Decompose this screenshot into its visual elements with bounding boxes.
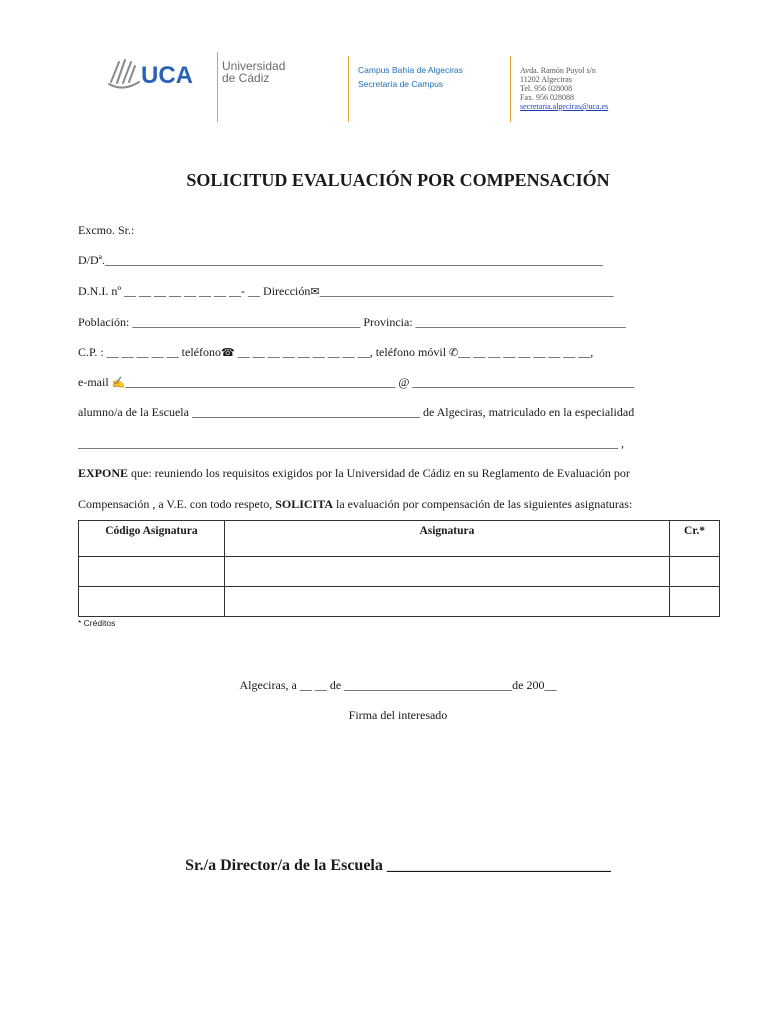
header-divider-2 <box>348 56 349 122</box>
mobile-field[interactable]: __ __ __ __ __ __ __ __ __, <box>458 345 594 359</box>
dni-field[interactable]: D.N.I. nº __ __ __ __ __ __ __ __- __ Dirección <box>78 284 311 298</box>
expone-label: EXPONE <box>78 466 129 480</box>
email-hand-icon: ✍ <box>111 377 126 389</box>
cell-asignatura[interactable] <box>224 557 669 587</box>
campus-info: Campus Bahía de Algeciras Secretaría de Campus <box>358 65 463 89</box>
cp-phone-line <box>78 345 593 360</box>
university-name: Universidad de Cádiz <box>222 59 286 85</box>
school-field[interactable]: alumno/a de la Escuela ______________________________________ de Algeciras, matriculado en la especialidad <box>78 405 635 419</box>
cell-asignatura[interactable] <box>224 587 669 617</box>
phone-field[interactable]: __ __ __ __ __ __ __ __ __, teléfono móvil <box>234 345 450 359</box>
envelope-icon: ✉ <box>310 286 320 298</box>
name-field[interactable]: D/Dª.___________________________________________________________________________________ <box>78 253 603 267</box>
header-creditos: Cr.* <box>670 521 720 557</box>
header-divider-3 <box>510 56 511 122</box>
email-link[interactable]: secretaria.algeciras@uca.es <box>520 102 609 111</box>
page-title: SOLICITUD EVALUACIÓN POR COMPENSACIÓN <box>186 170 610 190</box>
table-row <box>79 557 720 587</box>
address-field[interactable]: _________________________________________________ <box>319 284 614 298</box>
addressee-line[interactable]: Sr./a Director/a de la Escuela ____________________________ <box>185 857 611 874</box>
cp-field[interactable]: C.P. : __ __ __ __ __ teléfono <box>78 345 221 359</box>
email-line <box>78 375 634 390</box>
table-row <box>79 587 720 617</box>
email-label: e-mail <box>78 375 112 389</box>
signature-label: Firma del interesado <box>348 708 448 722</box>
expone-paragraph: EXPONE que: reuniendo los requisitos exigidos por la Universidad de Cádiz en su Reglamento de Evaluación por <box>78 466 630 480</box>
cell-codigo[interactable] <box>79 557 225 587</box>
header-codigo: Código Asignatura <box>79 521 225 557</box>
header-divider-1 <box>217 52 218 122</box>
email-field[interactable]: _____________________________________________ @ _____________________________________ <box>125 375 635 389</box>
cell-creditos[interactable] <box>670 557 720 587</box>
cell-creditos[interactable] <box>670 587 720 617</box>
uca-logo <box>105 52 217 92</box>
subjects-table <box>78 520 720 617</box>
mobile-icon: ✆ <box>449 347 459 359</box>
salutation: Excmo. Sr.: <box>78 223 135 237</box>
solicita-paragraph: Compensación , a V.E. con todo respeto, SOLICITA la evaluación por compensación de las siguientes asignaturas: <box>78 497 633 511</box>
phone-icon: ☎ <box>221 347 235 359</box>
address-block: Avda. Ramón Puyol s/n 11202 Algeciras Tel. 956 028008 Fax. 956 028088 secretaria.algeciras@uca.es <box>520 66 609 111</box>
footnote: * Créditos <box>78 618 116 628</box>
poblacion-provincia-field[interactable]: Población: ______________________________________ Provincia: ___________________________________ <box>78 315 626 329</box>
dni-address-line <box>78 284 614 299</box>
cell-codigo[interactable] <box>79 587 225 617</box>
date-field[interactable]: Algeciras, a __ __ de ____________________________de 200__ <box>239 678 557 692</box>
table-header-row <box>79 521 720 557</box>
logo-text: UCA <box>141 62 193 89</box>
specialty-field[interactable]: __________________________________________________________________________________________ , <box>78 436 624 450</box>
solicita-label: SOLICITA <box>275 497 333 511</box>
header-asignatura: Asignatura <box>224 521 669 557</box>
